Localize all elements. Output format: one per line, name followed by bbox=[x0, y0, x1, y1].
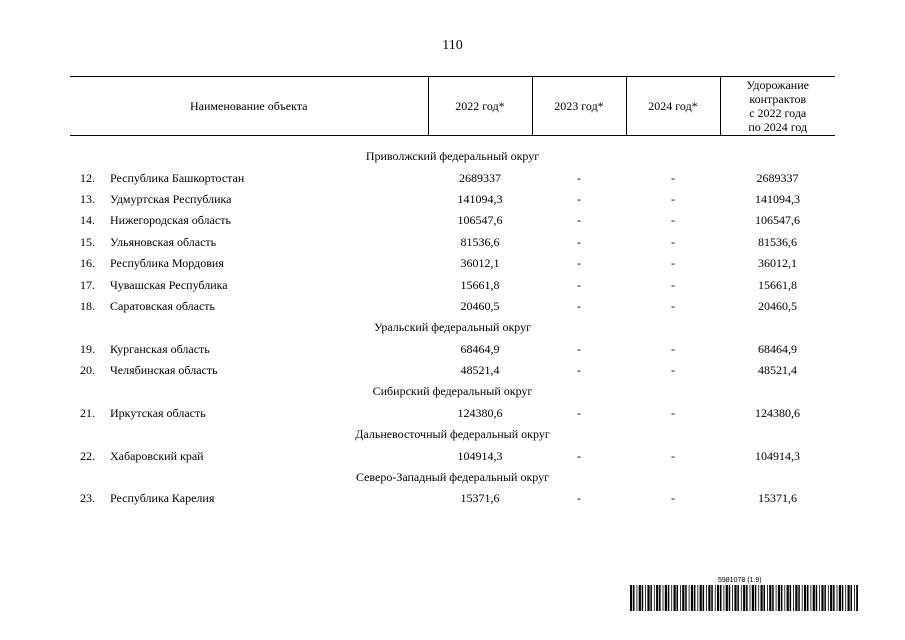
row-2024: - bbox=[671, 405, 675, 420]
barcode-bar bbox=[726, 585, 728, 611]
header-increase-line: Удорожание bbox=[746, 78, 809, 92]
barcode-bar bbox=[804, 585, 806, 611]
barcode-bar bbox=[767, 585, 768, 611]
barcode-bar bbox=[854, 585, 855, 611]
table-row bbox=[70, 445, 835, 466]
barcode-bar bbox=[787, 585, 789, 611]
row-2022: 20460,5 bbox=[460, 298, 500, 313]
barcode-bar bbox=[807, 585, 809, 611]
barcode-bar bbox=[802, 585, 803, 611]
row-2024: - bbox=[671, 363, 675, 378]
barcode-bar bbox=[645, 585, 646, 611]
row-number: 17. bbox=[80, 277, 95, 292]
barcode-bar bbox=[630, 585, 632, 611]
barcode-bar bbox=[798, 585, 800, 611]
row-increase: 36012,1 bbox=[758, 256, 797, 271]
barcode-bar bbox=[671, 585, 672, 611]
barcode-bar bbox=[720, 585, 722, 611]
barcode-bar bbox=[642, 585, 644, 611]
row-number: 15. bbox=[80, 234, 95, 249]
barcode-bar bbox=[685, 585, 687, 611]
row-2023: - bbox=[577, 170, 581, 185]
row-increase: 68464,9 bbox=[758, 341, 797, 356]
row-increase: 15371,6 bbox=[758, 491, 797, 506]
barcode-bar bbox=[746, 585, 748, 611]
district-row bbox=[70, 381, 835, 402]
row-number: 21. bbox=[80, 405, 95, 420]
barcode-bar bbox=[668, 585, 670, 611]
row-name: Республика Карелия bbox=[110, 491, 215, 506]
barcode-bar bbox=[856, 585, 858, 611]
barcode-bar bbox=[776, 585, 777, 611]
row-name: Чувашская Республика bbox=[110, 277, 228, 292]
row-2022: 15661,8 bbox=[460, 277, 500, 292]
district-title: Приволжский федеральный округ bbox=[365, 149, 540, 164]
barcode-bar bbox=[781, 585, 783, 611]
header-2024: 2024 год* bbox=[626, 77, 720, 136]
row-2024: - bbox=[671, 277, 675, 292]
barcode-bar bbox=[819, 585, 820, 611]
table-row bbox=[70, 360, 835, 381]
barcode-bar bbox=[697, 585, 698, 611]
row-2023: - bbox=[577, 277, 581, 292]
header-2022: 2022 год* bbox=[428, 77, 532, 136]
barcode-bar bbox=[659, 585, 661, 611]
row-2022: 104914,3 bbox=[457, 448, 503, 463]
barcode-bar bbox=[639, 585, 641, 611]
barcode-bar bbox=[700, 585, 702, 611]
barcode-bar bbox=[637, 585, 638, 611]
header-increase-line: с 2022 года bbox=[749, 106, 807, 120]
barcode-bar bbox=[689, 585, 690, 611]
row-2023: - bbox=[577, 491, 581, 506]
row-increase: 124380,6 bbox=[755, 405, 800, 420]
barcode-bar bbox=[694, 585, 696, 611]
row-increase: 2689337 bbox=[756, 170, 799, 185]
row-2022: 124380,6 bbox=[457, 405, 503, 420]
barcode-bar bbox=[743, 585, 745, 611]
row-2024: - bbox=[671, 491, 675, 506]
barcode-bar bbox=[715, 585, 716, 611]
table-row bbox=[70, 274, 835, 295]
row-2022: 81536,6 bbox=[460, 234, 500, 249]
row-number: 16. bbox=[80, 256, 95, 271]
district-title: Дальневосточный федеральный округ bbox=[355, 427, 550, 442]
barcode-bar bbox=[821, 585, 823, 611]
barcode-bar bbox=[761, 585, 763, 611]
barcode-bar bbox=[784, 585, 785, 611]
barcode-bar bbox=[830, 585, 832, 611]
row-number: 20. bbox=[80, 363, 95, 378]
district-row bbox=[70, 146, 835, 167]
barcode-bar bbox=[741, 585, 742, 611]
row-increase: 81536,6 bbox=[758, 234, 797, 249]
row-2022: 48521,4 bbox=[460, 363, 500, 378]
contracts-table-container bbox=[70, 76, 835, 510]
barcode-bar bbox=[755, 585, 757, 611]
barcode-bar bbox=[691, 585, 693, 611]
row-name: Иркутская область bbox=[110, 405, 206, 420]
row-2023: - bbox=[577, 256, 581, 271]
barcode-bar bbox=[656, 585, 658, 611]
district-title: Сибирский федеральный округ bbox=[372, 384, 533, 399]
row-2024: - bbox=[671, 234, 675, 249]
table-row bbox=[70, 167, 835, 188]
barcode-bar bbox=[790, 585, 792, 611]
row-name: Челябинская область bbox=[110, 363, 218, 378]
table-row bbox=[70, 232, 835, 253]
barcode-bar bbox=[813, 585, 815, 611]
barcode-bar bbox=[734, 585, 736, 611]
header-increase bbox=[720, 77, 835, 136]
row-2023: - bbox=[577, 448, 581, 463]
barcode-bar bbox=[845, 585, 846, 611]
header-name: Наименование объекта bbox=[70, 77, 428, 136]
page-number: 110 bbox=[442, 38, 463, 53]
row-2023: - bbox=[577, 405, 581, 420]
barcode-bar bbox=[752, 585, 754, 611]
header-increase-line: контрактов bbox=[749, 92, 807, 106]
header-increase-line: по 2024 год bbox=[748, 120, 808, 134]
table-row bbox=[70, 403, 835, 424]
barcode-bar bbox=[663, 585, 664, 611]
barcode-bar bbox=[839, 585, 841, 611]
barcode-bar bbox=[677, 585, 679, 611]
row-increase: 106547,6 bbox=[755, 213, 800, 228]
row-2023: - bbox=[577, 363, 581, 378]
row-2022: 2689337 bbox=[459, 170, 501, 185]
table-row bbox=[70, 296, 835, 317]
row-name: Саратовская область bbox=[110, 298, 216, 313]
row-name: Ульяновская область bbox=[110, 234, 217, 249]
row-number: 12. bbox=[80, 170, 95, 185]
row-number: 22. bbox=[80, 448, 95, 463]
barcode-bar bbox=[703, 585, 705, 611]
row-2024: - bbox=[671, 298, 675, 313]
barcode-bar bbox=[717, 585, 719, 611]
row-name: Курганская область bbox=[110, 341, 210, 356]
barcode-bar bbox=[724, 585, 725, 611]
barcode-bar bbox=[758, 585, 759, 611]
row-number: 14. bbox=[80, 213, 95, 228]
barcode-bar bbox=[729, 585, 731, 611]
row-2023: - bbox=[577, 234, 581, 249]
row-2024: - bbox=[671, 341, 675, 356]
barcode-bar bbox=[778, 585, 780, 611]
district-row bbox=[70, 467, 835, 488]
row-increase: 141094,3 bbox=[755, 191, 800, 206]
header-2023: 2023 год* bbox=[532, 77, 626, 136]
table-row bbox=[70, 189, 835, 210]
barcode-bar bbox=[769, 585, 771, 611]
barcode-bar bbox=[848, 585, 850, 611]
barcode-label: 5981078 (1.9) bbox=[718, 577, 762, 584]
barcode-bar bbox=[647, 585, 649, 611]
row-2024: - bbox=[671, 256, 675, 271]
barcode-bar bbox=[732, 585, 733, 611]
barcode-bar bbox=[795, 585, 797, 611]
table-body bbox=[70, 136, 835, 510]
barcode-bar bbox=[654, 585, 655, 611]
row-2023: - bbox=[577, 341, 581, 356]
row-2022: 141094,3 bbox=[457, 191, 503, 206]
row-name: Республика Башкортостан bbox=[110, 170, 245, 185]
row-name: Нижегородская область bbox=[110, 213, 231, 228]
contracts-table bbox=[70, 76, 835, 510]
row-2024: - bbox=[671, 448, 675, 463]
row-2022: 15371,6 bbox=[460, 491, 500, 506]
row-2023: - bbox=[577, 191, 581, 206]
row-number: 18. bbox=[80, 298, 95, 313]
table-row bbox=[70, 488, 835, 509]
row-2023: - bbox=[577, 213, 581, 228]
barcode-bar bbox=[682, 585, 684, 611]
row-number: 19. bbox=[80, 341, 95, 356]
barcode-bar bbox=[772, 585, 774, 611]
barcode-bar bbox=[833, 585, 835, 611]
district-title: Уральский федеральный округ bbox=[373, 320, 532, 335]
barcode-bar bbox=[674, 585, 676, 611]
barcode-bar bbox=[706, 585, 707, 611]
district-row bbox=[70, 424, 835, 445]
row-increase: 20460,5 bbox=[758, 298, 797, 313]
barcode-bar bbox=[824, 585, 826, 611]
row-increase: 48521,4 bbox=[758, 363, 797, 378]
row-name: Удмуртская Республика bbox=[110, 191, 232, 206]
district-title: Северо-Западный федеральный округ bbox=[355, 470, 550, 485]
row-2023: - bbox=[577, 298, 581, 313]
barcode-bar bbox=[737, 585, 739, 611]
row-name: Хабаровский край bbox=[110, 448, 204, 463]
barcode-bar bbox=[837, 585, 838, 611]
table-row bbox=[70, 339, 835, 360]
row-2024: - bbox=[671, 191, 675, 206]
district-row bbox=[70, 317, 835, 338]
barcode-bar bbox=[811, 585, 812, 611]
barcode-bar bbox=[650, 585, 652, 611]
table-header-row bbox=[70, 77, 835, 136]
row-name: Республика Мордовия bbox=[110, 256, 224, 271]
row-2024: - bbox=[671, 170, 675, 185]
barcode-bar bbox=[816, 585, 818, 611]
barcode-bar bbox=[665, 585, 667, 611]
row-number: 23. bbox=[80, 491, 95, 506]
row-increase: 15661,8 bbox=[758, 277, 797, 292]
barcode-bar bbox=[851, 585, 853, 611]
row-2022: 36012,1 bbox=[460, 256, 500, 271]
barcode-bar bbox=[633, 585, 635, 611]
barcode-bar bbox=[828, 585, 829, 611]
row-2022: 68464,9 bbox=[460, 341, 500, 356]
spacer-row bbox=[70, 136, 835, 147]
row-number: 13. bbox=[80, 191, 95, 206]
barcode-bar bbox=[793, 585, 794, 611]
row-2022: 106547,6 bbox=[457, 213, 503, 228]
row-2024: - bbox=[671, 213, 675, 228]
table-row bbox=[70, 253, 835, 274]
row-increase: 104914,3 bbox=[755, 448, 800, 463]
table-row bbox=[70, 210, 835, 231]
barcode-bar bbox=[708, 585, 710, 611]
barcode-bar bbox=[750, 585, 751, 611]
barcode-bar bbox=[842, 585, 844, 611]
barcode-bar bbox=[764, 585, 766, 611]
barcode-bar bbox=[680, 585, 681, 611]
barcode-bar bbox=[711, 585, 713, 611]
barcode-icon bbox=[630, 585, 858, 611]
